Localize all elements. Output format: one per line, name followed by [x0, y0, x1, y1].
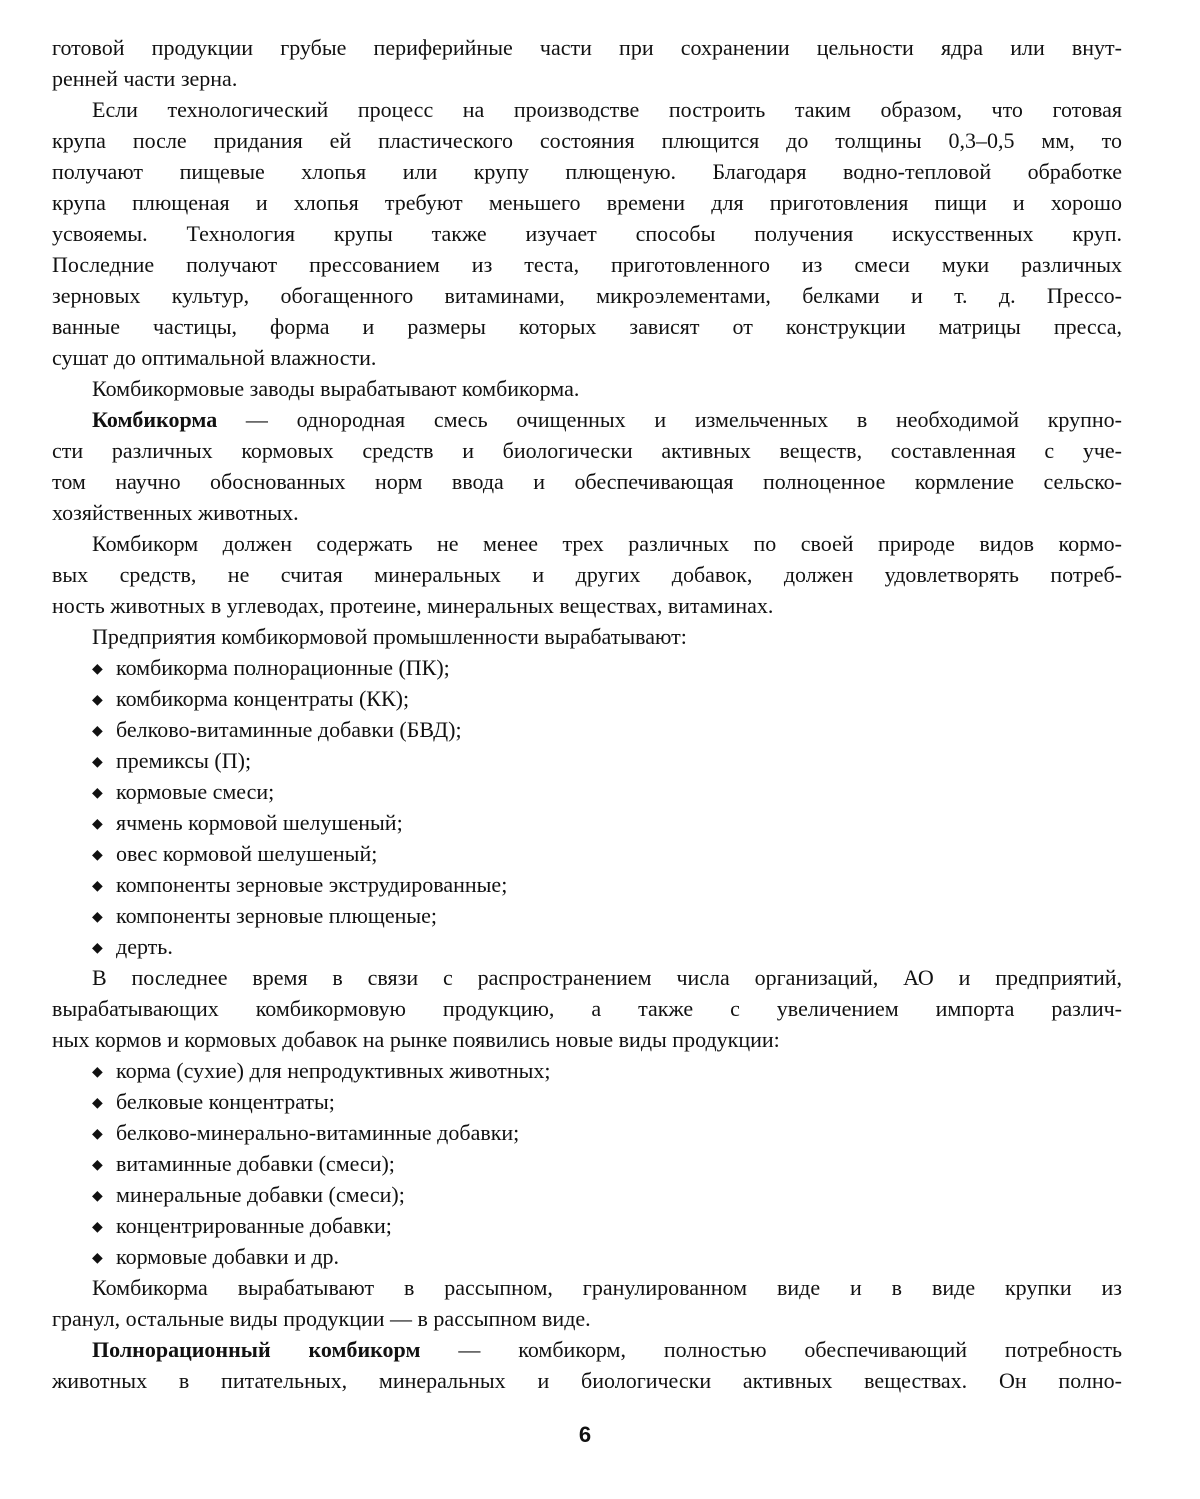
- text-line: [52, 373, 1122, 404]
- line-text: ность животных в углеводах, протеине, минеральных веществах, витаминах.: [52, 593, 773, 618]
- list-item: [52, 1055, 1122, 1086]
- text-line: [52, 404, 1122, 435]
- bullet-icon: ◆: [92, 809, 116, 840]
- line-text: ных кормов и кормовых добавок на рынке появились новые виды продукции:: [52, 1027, 780, 1052]
- text-line: [52, 156, 1122, 187]
- line-text: компоненты зерновые экструдированные;: [116, 872, 507, 897]
- text-line: [52, 993, 1122, 1024]
- text-line: [52, 1024, 1122, 1055]
- line-text: овес кормовой шелушеный;: [116, 841, 377, 866]
- line-text: хозяйственных животных.: [52, 500, 299, 525]
- text-line: [52, 559, 1122, 590]
- line-text: зерновых культур, обогащенного витаминами, микроэлементами, белками и т. д. Прессо-: [52, 283, 1122, 308]
- text-line: [52, 249, 1122, 280]
- line-text: усвояемы. Технология крупы также изучает способы получения искусственных круп.: [52, 221, 1122, 246]
- line-text: В последнее время в связи с распространением числа организаций, АО и предприятий,: [92, 965, 1122, 990]
- line-text: вых средств, не считая минеральных и других добавок, должен удовлетворять потреб-: [52, 562, 1122, 587]
- line-text: Последние получают прессованием из теста, приготовленного из смеси муки различных: [52, 252, 1122, 277]
- list-item: [52, 745, 1122, 776]
- text-line: [52, 962, 1122, 993]
- list-item: [52, 776, 1122, 807]
- list-item: [52, 900, 1122, 931]
- line-text: том научно обоснованных норм ввода и обеспечивающая полноценное кормление сельско-: [52, 469, 1122, 494]
- line-text: дерть.: [116, 934, 173, 959]
- bullet-icon: ◆: [92, 1150, 116, 1181]
- list-item: [52, 683, 1122, 714]
- bullet-icon: ◆: [92, 1243, 116, 1274]
- line-text: животных в питательных, минеральных и биологически активных веществах. Он полно-: [52, 1368, 1122, 1393]
- line-text: сти различных кормовых средств и биологически активных веществ, составленная с уче-: [52, 438, 1122, 463]
- bullet-icon: ◆: [92, 716, 116, 747]
- line-text: комбикорма полнорационные (ПК);: [116, 655, 450, 680]
- text-line: [52, 125, 1122, 156]
- line-text: — комбикорм, полностью обеспечивающий потребность: [420, 1337, 1122, 1362]
- text-line: [52, 218, 1122, 249]
- line-text: кормовые смеси;: [116, 779, 274, 804]
- text-line: [52, 1365, 1122, 1396]
- list-item: [52, 1148, 1122, 1179]
- line-text: ячмень кормовой шелушеный;: [116, 810, 403, 835]
- list-item: [52, 714, 1122, 745]
- list-item: [52, 1241, 1122, 1272]
- line-text: вырабатывающих комбикормовую продукцию, а также с увеличением импорта различ-: [52, 996, 1122, 1021]
- text-line: [52, 187, 1122, 218]
- line-text: премиксы (П);: [116, 748, 251, 773]
- line-text: сушат до оптимальной влажности.: [52, 345, 376, 370]
- text-line: [52, 32, 1122, 63]
- text-line: [52, 63, 1122, 94]
- list-item: [52, 1117, 1122, 1148]
- bullet-icon: ◆: [92, 654, 116, 685]
- line-text: Комбикормовые заводы вырабатывают комбикорма.: [92, 376, 579, 401]
- bullet-icon: ◆: [92, 871, 116, 902]
- line-text: комбикорма концентраты (КК);: [116, 686, 409, 711]
- line-text: готовой продукции грубые периферийные части при сохранении цельности ядра или внут-: [52, 35, 1122, 60]
- text-line: [52, 280, 1122, 311]
- list-item: [52, 931, 1122, 962]
- line-text: Комбикорм должен содержать не менее трех различных по своей природе видов кормо-: [92, 531, 1122, 556]
- document-body: [52, 32, 1122, 1396]
- text-line: [52, 528, 1122, 559]
- line-text: Если технологический процесс на производстве построить таким образом, что готовая: [92, 97, 1122, 122]
- line-text: ванные частицы, форма и размеры которых зависят от конструкции матрицы пресса,: [52, 314, 1122, 339]
- bullet-icon: ◆: [92, 1181, 116, 1212]
- text-line: [52, 435, 1122, 466]
- bullet-icon: ◆: [92, 933, 116, 964]
- term-bold: Полнорационный комбикорм: [92, 1337, 420, 1362]
- text-line: [52, 94, 1122, 125]
- line-text: минеральные добавки (смеси);: [116, 1182, 405, 1207]
- text-line: [52, 621, 1122, 652]
- bullet-icon: ◆: [92, 1119, 116, 1150]
- text-line: [52, 497, 1122, 528]
- term-bold: Комбикорма: [92, 407, 217, 432]
- line-text: получают пищевые хлопья или крупу плющеную. Благодаря водно-тепловой обработке: [52, 159, 1122, 184]
- text-line: [52, 590, 1122, 621]
- bullet-icon: ◆: [92, 685, 116, 716]
- line-text: компоненты зерновые плющеные;: [116, 903, 437, 928]
- line-text: — однородная смесь очищенных и измельченных в необходимой крупно-: [217, 407, 1122, 432]
- bullet-icon: ◆: [92, 1057, 116, 1088]
- list-item: [52, 652, 1122, 683]
- line-text: крупа после придания ей пластического состояния плющится до толщины 0,3–0,5 мм, то: [52, 128, 1122, 153]
- line-text: гранул, остальные виды продукции — в рассыпном виде.: [52, 1306, 591, 1331]
- text-line: [52, 342, 1122, 373]
- line-text: Предприятия комбикормовой промышленности вырабатывают:: [92, 624, 687, 649]
- list-item: [52, 838, 1122, 869]
- bullet-icon: ◆: [92, 1212, 116, 1243]
- list-item: [52, 1210, 1122, 1241]
- line-text: кормовые добавки и др.: [116, 1244, 339, 1269]
- line-text: витаминные добавки (смеси);: [116, 1151, 395, 1176]
- line-text: концентрированные добавки;: [116, 1213, 392, 1238]
- line-text: крупа плющеная и хлопья требуют меньшего времени для приготовления пищи и хорошо: [52, 190, 1122, 215]
- text-line: [52, 1334, 1122, 1365]
- line-text: белково-минерально-витаминные добавки;: [116, 1120, 519, 1145]
- list-item: [52, 869, 1122, 900]
- list-item: [52, 1179, 1122, 1210]
- line-text: белковые концентраты;: [116, 1089, 335, 1114]
- bullet-icon: ◆: [92, 902, 116, 933]
- line-text: корма (сухие) для непродуктивных животных;: [116, 1058, 551, 1083]
- list-item: [52, 807, 1122, 838]
- list-item: [52, 1086, 1122, 1117]
- bullet-icon: ◆: [92, 840, 116, 871]
- text-line: [52, 1272, 1122, 1303]
- bullet-icon: ◆: [92, 747, 116, 778]
- page-number: 6: [0, 1422, 1170, 1448]
- bullet-icon: ◆: [92, 1088, 116, 1119]
- text-line: [52, 466, 1122, 497]
- line-text: белково-витаминные добавки (БВД);: [116, 717, 462, 742]
- bullet-icon: ◆: [92, 778, 116, 809]
- text-line: [52, 1303, 1122, 1334]
- text-line: [52, 311, 1122, 342]
- line-text: Комбикорма вырабатывают в рассыпном, гранулированном виде и в виде крупки из: [92, 1275, 1122, 1300]
- line-text: ренней части зерна.: [52, 66, 237, 91]
